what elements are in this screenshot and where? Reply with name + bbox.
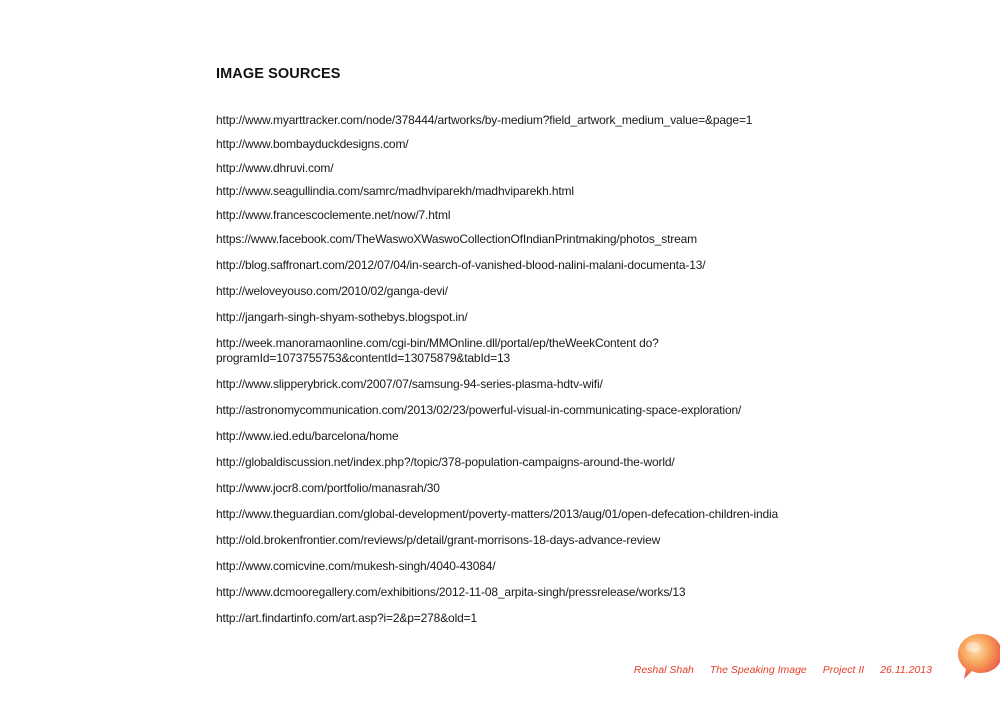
- source-link[interactable]: http://www.dcmooregallery.com/exhibitions/2012-11-08_arpita-singh/pressrelease/works/13: [216, 585, 686, 599]
- source-link[interactable]: http://weloveyouso.com/2010/02/ganga-devi/: [216, 284, 448, 298]
- source-link[interactable]: http://www.ied.edu/barcelona/home: [216, 429, 399, 443]
- source-link[interactable]: http://www.slipperybrick.com/2007/07/samsung-94-series-plasma-hdtv-wifi/: [216, 377, 603, 391]
- source-link[interactable]: http://globaldiscussion.net/index.php?/topic/378-population-campaigns-around-the-world/: [216, 455, 675, 469]
- source-link[interactable]: http://www.bombayduckdesigns.com/: [216, 137, 409, 151]
- footer-date: 26.11.2013: [880, 664, 932, 676]
- source-link[interactable]: http://www.seagullindia.com/samrc/madhviparekh/madhviparekh.html: [216, 184, 574, 198]
- footer-project: Project II: [822, 664, 865, 676]
- source-link[interactable]: http://old.brokenfrontier.com/reviews/p/detail/grant-morrisons-18-days-advance-review: [216, 533, 661, 547]
- source-link[interactable]: http://www.theguardian.com/global-development/poverty-matters/2013/aug/01/open-defecation-children-india: [216, 507, 779, 521]
- source-link[interactable]: http://www.jocr8.com/portfolio/manasrah/30: [216, 481, 440, 495]
- speech-bubble-logo-icon: [958, 632, 1000, 682]
- source-link[interactable]: http://www.francescoclemente.net/now/7.html: [216, 208, 451, 222]
- source-link[interactable]: http://www.comicvine.com/mukesh-singh/4040-43084/: [216, 559, 496, 573]
- source-link[interactable]: http://www.myarttracker.com/node/378444/artworks/by-medium?field_artwork_medium_value=&page=1: [216, 113, 753, 127]
- source-link[interactable]: http://jangarh-singh-shyam-sothebys.blogspot.in/: [216, 310, 468, 324]
- source-link[interactable]: http://art.findartinfo.com/art.asp?i=2&p=278&old=1: [216, 611, 478, 625]
- source-link[interactable]: http://week.manoramaonline.com/cgi-bin/MMOnline.dll/portal/ep/theWeekContent do?programId=1073755753&contentId=13075879&tabId=13: [216, 336, 659, 365]
- footer-author: Reshal Shah: [633, 664, 694, 676]
- source-link[interactable]: http://blog.saffronart.com/2012/07/04/in-search-of-vanished-blood-nalini-malani-documenta-13/: [216, 258, 706, 272]
- footer-title: The Speaking Image: [709, 664, 807, 676]
- source-link[interactable]: http://astronomycommunication.com/2013/02/23/powerful-visual-in-communicating-space-exploration/: [216, 403, 742, 417]
- source-link[interactable]: https://www.facebook.com/TheWaswoXWaswoCollectionOfIndianPrintmaking/photos_stream: [216, 232, 698, 246]
- source-link[interactable]: http://www.dhruvi.com/: [216, 161, 334, 175]
- page-title: IMAGE SOURCES: [216, 66, 341, 82]
- page-footer: [634, 664, 932, 676]
